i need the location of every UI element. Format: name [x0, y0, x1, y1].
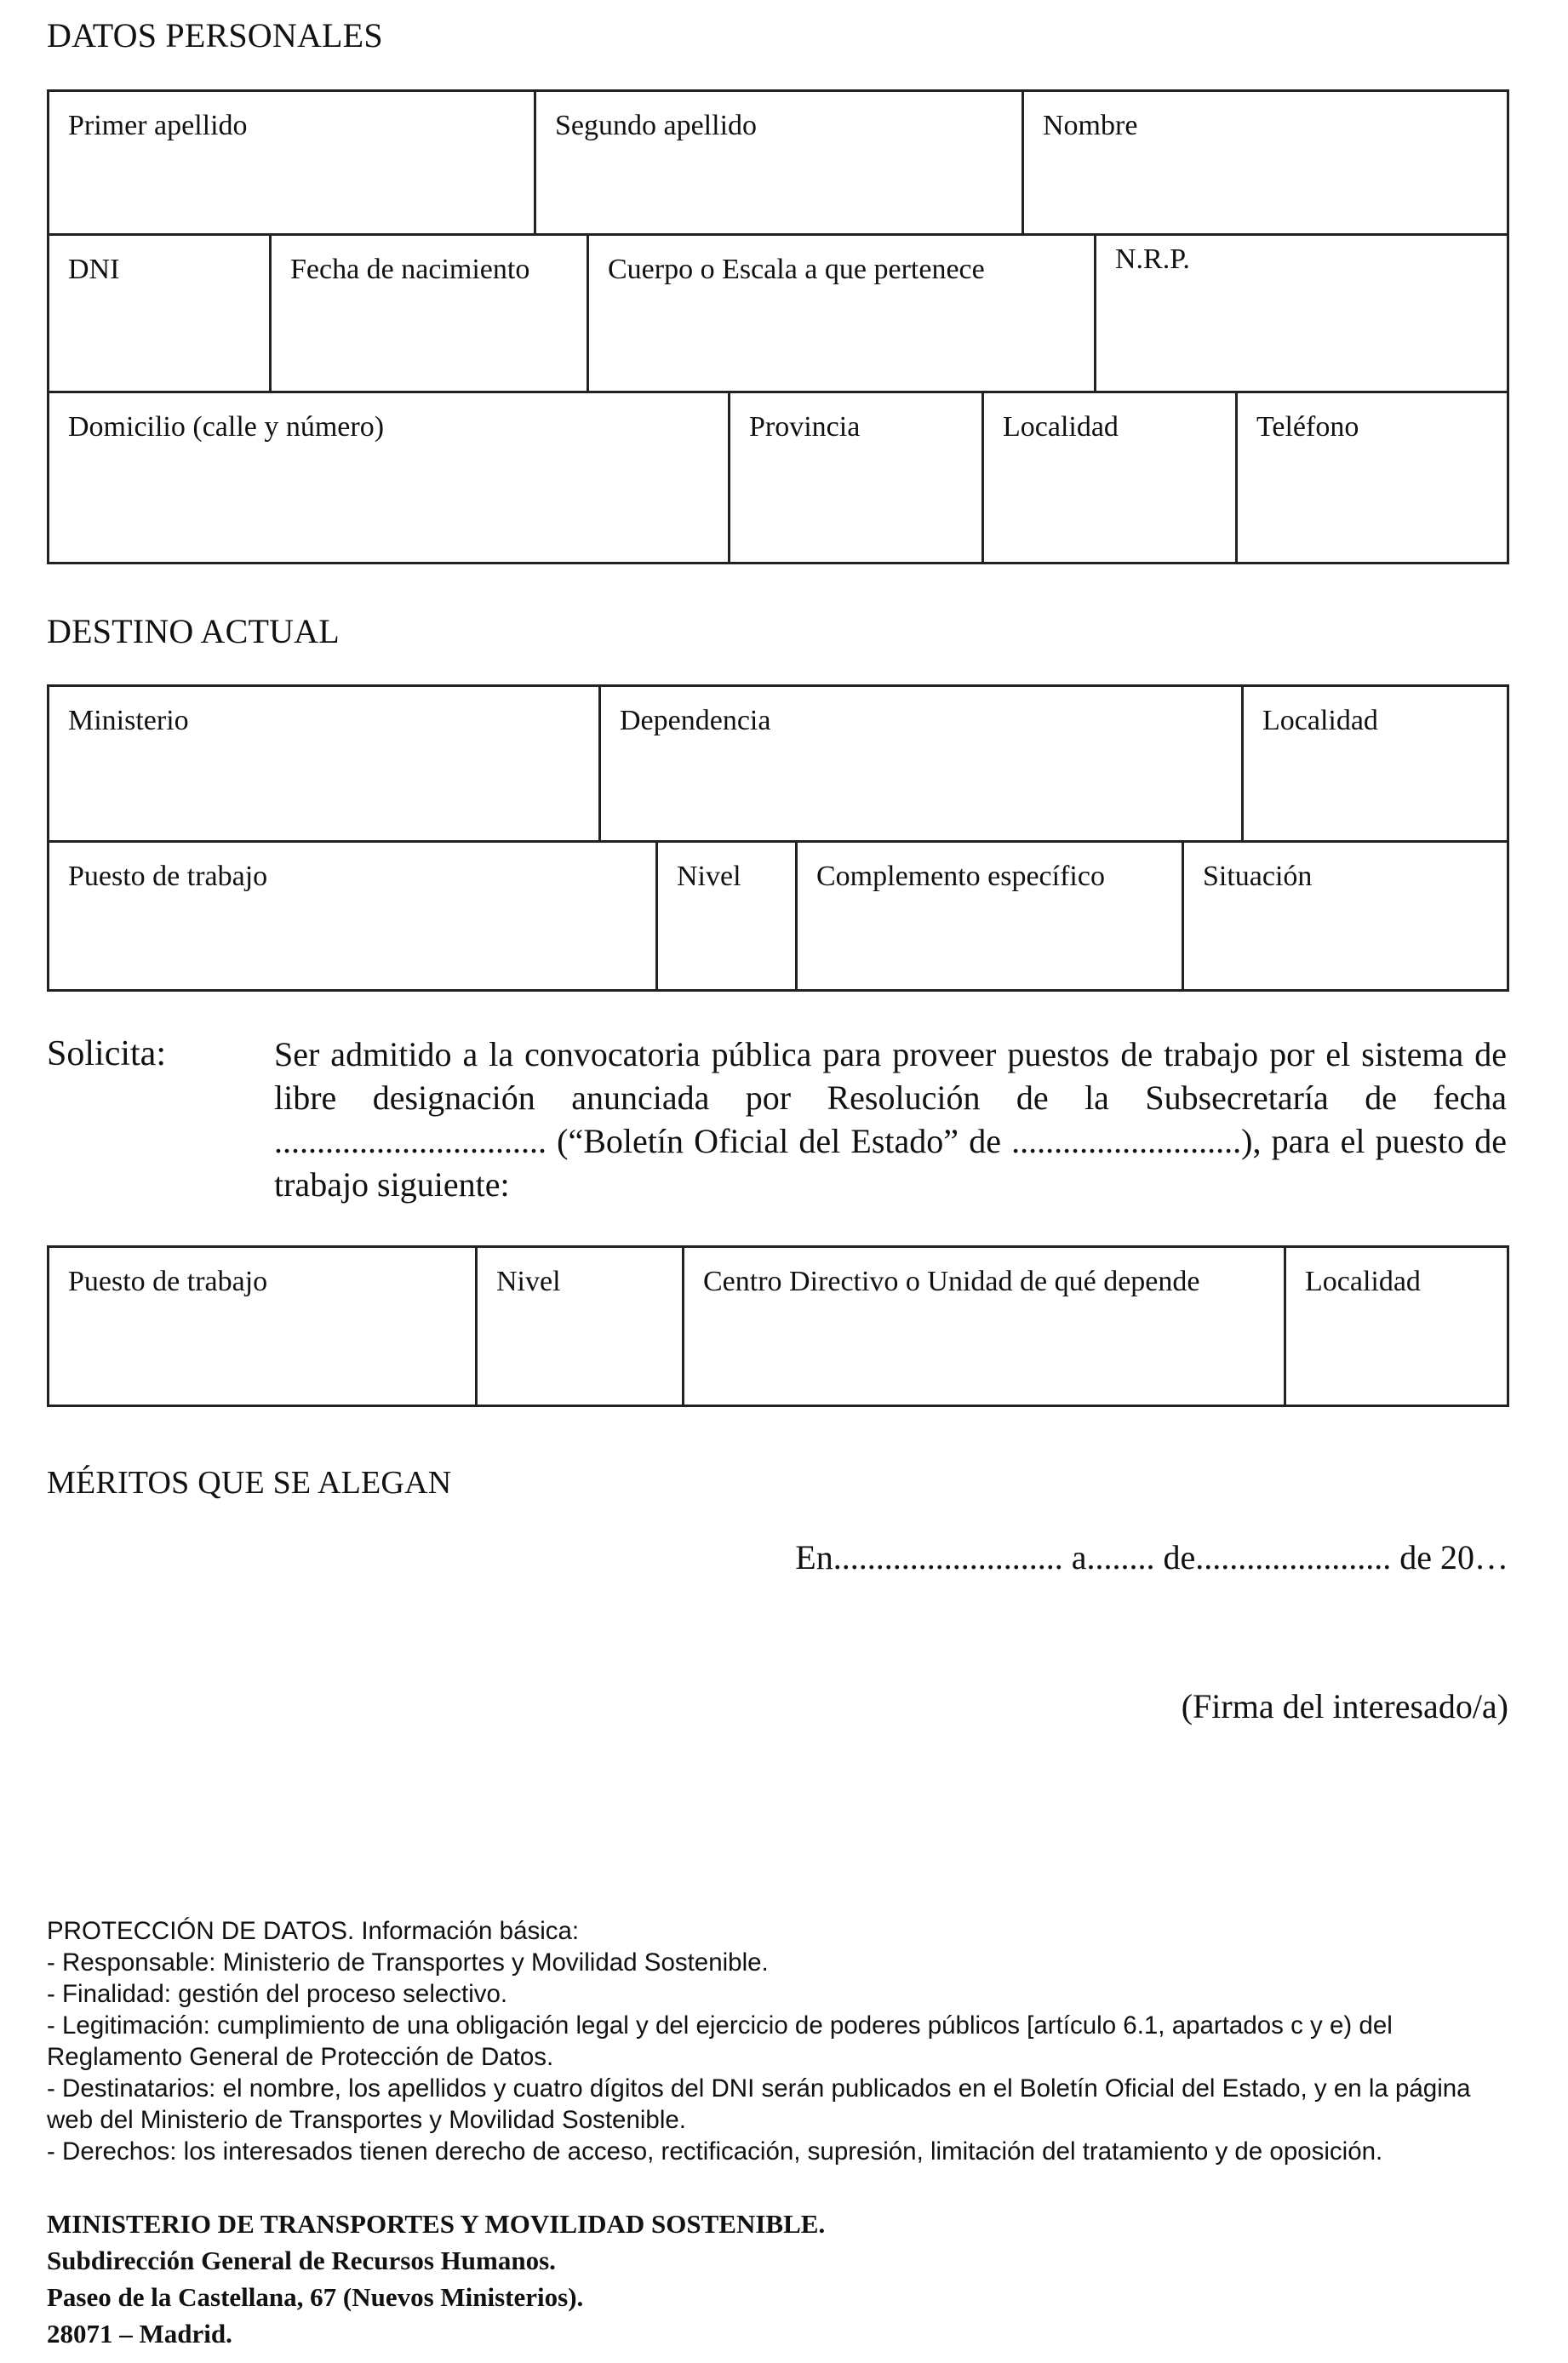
field-primer-apellido[interactable]: Primer apellido	[47, 89, 536, 236]
field-cuerpo-escala[interactable]: Cuerpo o Escala a que pertenece	[587, 233, 1096, 393]
address-subdirection: Subdirección General de Recursos Humanos.	[47, 2246, 556, 2275]
ministry-address	[47, 2206, 825, 2352]
field-dependencia[interactable]: Dependencia	[598, 684, 1244, 843]
data-protection-title: PROTECCIÓN DE DATOS. Información básica:	[47, 1917, 580, 1945]
data-protection-destinatarios: - Destinatarios: el nombre, los apellidos y cuatro dígitos del DNI serán publicados en el Boletín Oficial del Estado, y en la página web del Ministerio de Transportes y Movilidad Sostenible.	[47, 2074, 1471, 2134]
place-date-line: En........................... a........ de....................... de 20…	[795, 1538, 1508, 1576]
section-heading-personal: DATOS PERSONALES	[47, 16, 383, 54]
data-protection-notice	[47, 1915, 1511, 2167]
field-puesto-trabajo[interactable]: Puesto de trabajo	[47, 1245, 478, 1407]
field-segundo-apellido[interactable]: Segundo apellido	[534, 89, 1024, 236]
field-dni[interactable]: DNI	[47, 233, 272, 393]
field-nombre[interactable]: Nombre	[1021, 89, 1509, 236]
signature-label: (Firma del interesado/a)	[1181, 1687, 1508, 1725]
field-domicilio[interactable]: Domicilio (calle y número)	[47, 391, 730, 564]
field-destino-nivel[interactable]: Nivel	[655, 840, 798, 992]
address-ministry: MINISTERIO DE TRANSPORTES Y MOVILIDAD SOSTENIBLE.	[47, 2209, 826, 2239]
field-provincia[interactable]: Provincia	[728, 391, 984, 564]
field-destino-puesto[interactable]: Puesto de trabajo	[47, 840, 658, 992]
field-destino-localidad[interactable]: Localidad	[1241, 684, 1509, 843]
field-puesto-localidad[interactable]: Localidad	[1284, 1245, 1509, 1407]
field-situacion[interactable]: Situación	[1182, 840, 1509, 992]
field-complemento-especifico[interactable]: Complemento específico	[795, 840, 1184, 992]
section-heading-destino: DESTINO ACTUAL	[47, 612, 340, 650]
field-localidad[interactable]: Localidad	[981, 391, 1238, 564]
section-heading-meritos: MÉRITOS QUE SE ALEGAN	[47, 1465, 452, 1501]
address-street: Paseo de la Castellana, 67 (Nuevos Ministerios).	[47, 2282, 584, 2312]
solicita-label: Solicita:	[47, 1034, 166, 1073]
solicita-text: Ser admitido a la convocatoria pública para proveer puestos de trabajo por el sistema de libre designación anunciada por Resolución de la Subsecretaría de fecha ................................ (“Boletín Oficial del Estado” de ...........................), para el puesto de trabajo siguiente:	[274, 1035, 1507, 1204]
data-protection-finalidad: - Finalidad: gestión del proceso selectivo.	[47, 1980, 508, 2008]
field-telefono[interactable]: Teléfono	[1235, 391, 1509, 564]
field-ministerio[interactable]: Ministerio	[47, 684, 601, 843]
field-nrp[interactable]: N.R.P.	[1094, 233, 1509, 393]
data-protection-responsable: - Responsable: Ministerio de Transportes y Movilidad Sostenible.	[47, 1948, 769, 1977]
data-protection-derechos: - Derechos: los interesados tienen derecho de acceso, rectificación, supresión, limitación del tratamiento y de oposición.	[47, 2137, 1383, 2166]
field-puesto-nivel[interactable]: Nivel	[475, 1245, 684, 1407]
address-city: 28071 – Madrid.	[47, 2319, 232, 2349]
field-fecha-nacimiento[interactable]: Fecha de nacimiento	[269, 233, 589, 393]
data-protection-legitimacion: - Legitimación: cumplimiento de una obligación legal y del ejercicio de poderes públicos [artículo 6.1, apartados c y e) del Reglamento General de Protección de Datos.	[47, 2011, 1393, 2071]
field-centro-directivo[interactable]: Centro Directivo o Unidad de qué depende	[682, 1245, 1286, 1407]
